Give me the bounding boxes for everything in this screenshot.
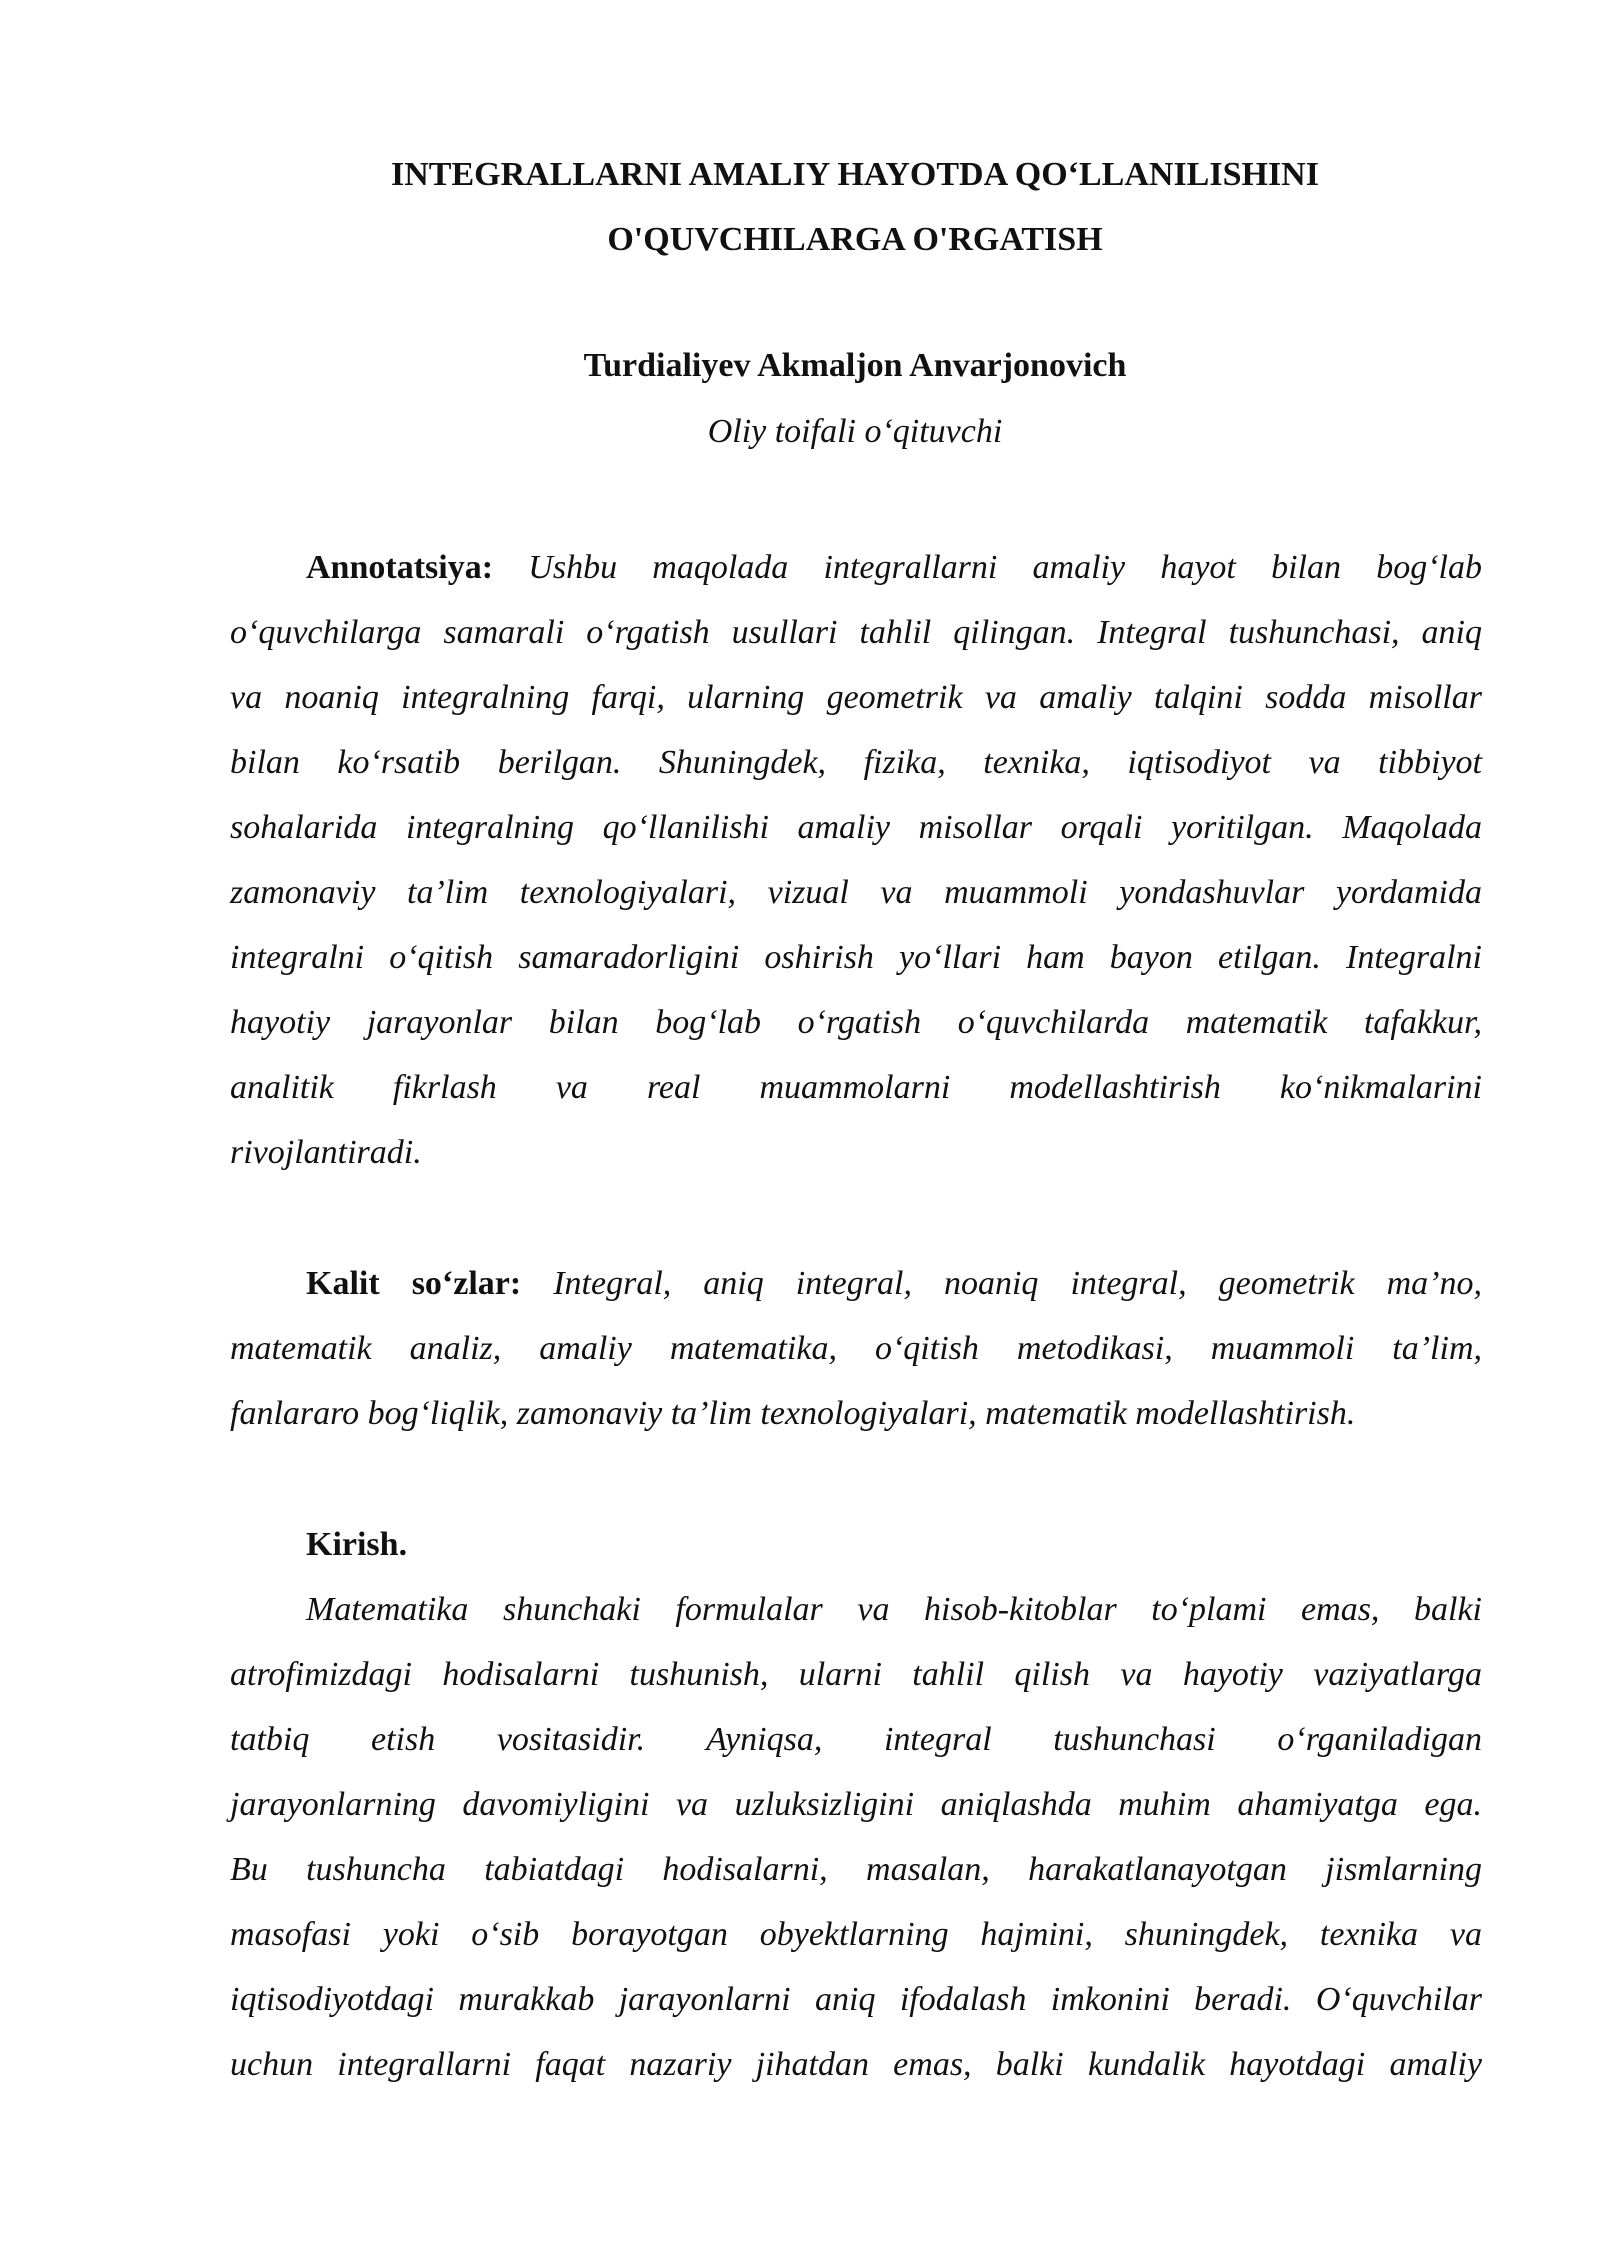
intro-line: iqtisodiyotdagi murakkab jarayonlarni aniq ifodalash imkonini beradi. O‘quvchilar (230, 1981, 1482, 2018)
intro-line: atrofimizdagi hodisalarni tushunish, ularni tahlil qilish va hayotiy vaziyatlarga (230, 1656, 1482, 1693)
intro-heading: Kirish. (306, 1526, 408, 1563)
intro-line: uchun integrallarni faqat nazariy jihatdan emas, balki kundalik hayotdagi amaliy (230, 2046, 1482, 2083)
keywords-line: matematik analiz, amaliy matematika, o‘qitish metodikasi, muammoli ta’lim, (230, 1330, 1482, 1367)
abstract-line: rivojlantiradi. (230, 1134, 422, 1171)
keywords-line (230, 1251, 1482, 1316)
abstract-line: bilan ko‘rsatib berilgan. Shuningdek, fizika, texnika, iqtisodiyot va tibbiyot (230, 744, 1482, 781)
abstract-label: Annotatsiya: (306, 549, 494, 586)
author-name: Turdialiyev Akmaljon Anvarjonovich (583, 347, 1127, 384)
abstract-line: o‘quvchilarga samarali o‘rgatish usullari tahlil qilingan. Integral tushunchasi, aniq (230, 614, 1482, 651)
abstract-line: hayotiy jarayonlar bilan bog‘lab o‘rgatish o‘quvchilarda matematik tafakkur, (230, 1004, 1482, 1041)
abstract-paragraph (230, 535, 1482, 1185)
keywords-line: fanlararo bog‘liqlik, zamonaviy ta’lim texnologiyalari, matematik modellashtirish. (230, 1395, 1356, 1432)
paper-title-line-1: INTEGRALLARNI AMALIY HAYOTDA QO‘LLANILISHINI (391, 156, 1319, 193)
abstract-line: zamonaviy ta’lim texnologiyalari, vizual va muammoli yondashuvlar yordamida (230, 874, 1482, 911)
abstract-line: analitik fikrlash va real muammolarni modellashtirish ko‘nikmalarini (230, 1069, 1482, 1106)
intro-line: tatbiq etish vositasidir. Ayniqsa, integral tushunchasi o‘rganiladigan (230, 1721, 1482, 1758)
abstract-line: sohalarida integralning qo‘llanilishi amaliy misollar orqali yoritilgan. Maqolada (230, 809, 1482, 846)
keywords-label: Kalit so‘zlar: (306, 1265, 522, 1302)
abstract-line (230, 535, 1482, 600)
abstract-line: integralni o‘qitish samaradorligini oshirish yo‘llari ham bayon etilgan. Integralni (230, 939, 1482, 976)
paper-title-line-2: O'QUVCHILARGA O'RGATISH (607, 221, 1103, 258)
intro-paragraph (230, 1577, 1482, 2097)
keywords-paragraph (230, 1251, 1482, 1446)
keywords-text: Integral, aniq integral, noaniq integral, geometrik ma’no, (553, 1265, 1482, 1302)
abstract-line: va noaniq integralning farqi, ularning geometrik va amaliy talqini sodda misollar (230, 679, 1482, 716)
intro-line: Matematika shunchaki formulalar va hisob-kitoblar to‘plami emas, balki (306, 1591, 1482, 1628)
author-position: Oliy toifali o‘qituvchi (707, 413, 1003, 450)
intro-line: Bu tushuncha tabiatdagi hodisalarni, masalan, harakatlanayotgan jismlarning (230, 1851, 1482, 1888)
abstract-text: Ushbu maqolada integrallarni amaliy hayot bilan bog‘lab (528, 549, 1483, 586)
intro-line: masofasi yoki o‘sib borayotgan obyektlarning hajmini, shuningdek, texnika va (230, 1916, 1482, 1953)
intro-line: jarayonlarning davomiyligini va uzluksizligini aniqlashda muhim ahamiyatga ega. (230, 1786, 1482, 1823)
